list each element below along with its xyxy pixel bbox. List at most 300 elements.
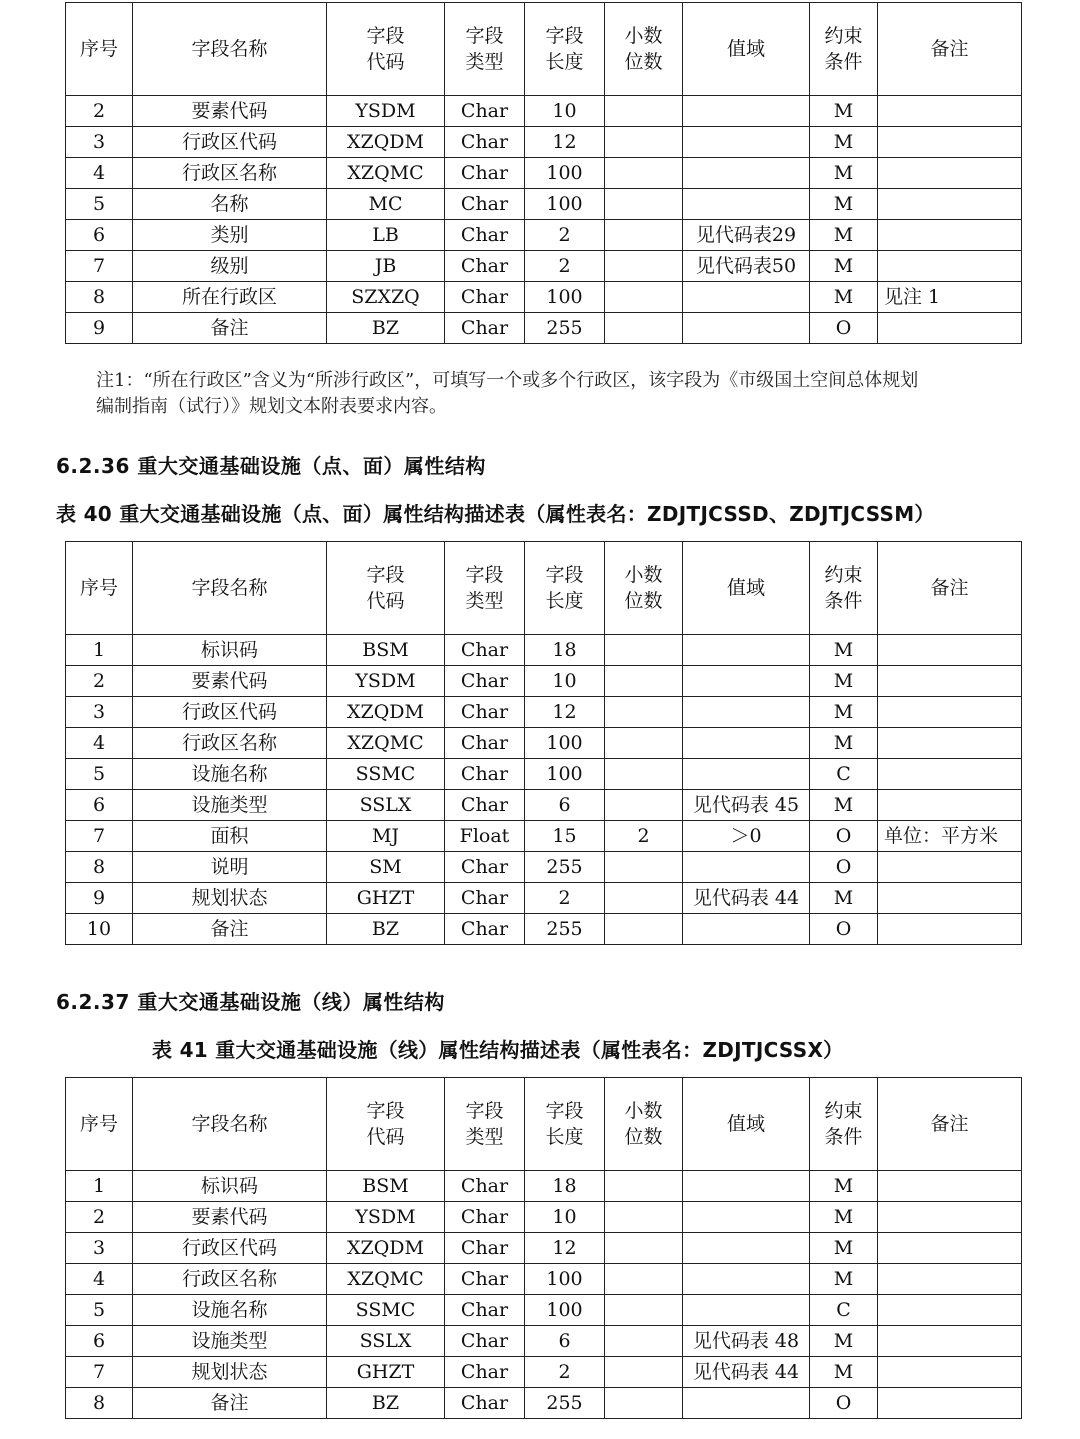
cell-field-name: 标识码 (133, 1171, 327, 1202)
cell-field-code: XZQDM (327, 697, 445, 728)
cell-remarks (878, 189, 1022, 220)
cell-value-domain: 见代码表 45 (683, 790, 810, 821)
cell-decimal-places (605, 1202, 683, 1233)
cell-field-type: Float (445, 821, 525, 852)
cell-value-domain (683, 1264, 810, 1295)
cell-constraint: M (810, 1202, 878, 1233)
cell-decimal-places (605, 251, 683, 282)
cell-value-domain (683, 1388, 810, 1419)
cell-decimal-places (605, 666, 683, 697)
cell-field-code: SSLX (327, 1326, 445, 1357)
cell-constraint: M (810, 666, 878, 697)
cell-decimal-places (605, 790, 683, 821)
cell-constraint: M (810, 282, 878, 313)
header-text: 字段 (545, 564, 584, 586)
cell-field-name: 行政区名称 (133, 1264, 327, 1295)
cell-constraint: M (810, 635, 878, 666)
cell-field-type: Char (445, 220, 525, 251)
header-seq (66, 3, 133, 96)
cell-field-length: 255 (525, 914, 605, 945)
header-text: 字段 (465, 25, 504, 47)
cell-field-length: 18 (525, 1171, 605, 1202)
cell-field-length: 255 (525, 313, 605, 344)
header-field-code (327, 542, 445, 635)
header-text: 代码 (366, 590, 405, 612)
cell-field-length: 10 (525, 666, 605, 697)
cell-value-domain (683, 127, 810, 158)
cell-remarks (878, 1326, 1022, 1357)
header-seq (66, 1078, 133, 1171)
cell-remarks (878, 666, 1022, 697)
cell-field-type: Char (445, 697, 525, 728)
header-remarks (878, 3, 1022, 96)
table-header-row (66, 542, 1022, 635)
cell-field-name: 要素代码 (133, 1202, 327, 1233)
cell-seq: 6 (66, 790, 133, 821)
table-row (66, 1388, 1022, 1419)
cell-decimal-places (605, 1264, 683, 1295)
cell-decimal-places (605, 1388, 683, 1419)
table-row (66, 883, 1022, 914)
header-value-domain (683, 1078, 810, 1171)
cell-field-length: 12 (525, 697, 605, 728)
header-text: 长度 (545, 1126, 584, 1148)
cell-field-code: BZ (327, 914, 445, 945)
header-remarks (878, 542, 1022, 635)
cell-field-length: 100 (525, 728, 605, 759)
cell-seq: 4 (66, 158, 133, 189)
cell-constraint: M (810, 1264, 878, 1295)
cell-field-length: 100 (525, 1264, 605, 1295)
header-text: 长度 (545, 590, 584, 612)
header-text: 条件 (824, 1126, 863, 1148)
cell-remarks (878, 1171, 1022, 1202)
table-row (66, 127, 1022, 158)
cell-seq: 8 (66, 852, 133, 883)
cell-field-length: 6 (525, 790, 605, 821)
header-text: 值域 (726, 577, 765, 599)
cell-field-length: 2 (525, 220, 605, 251)
cell-field-type: Char (445, 759, 525, 790)
header-field-name (133, 3, 327, 96)
table-row (66, 852, 1022, 883)
note-line-2: 编制指南（试行）》规划文本附表要求内容。 (96, 396, 447, 417)
table-row (66, 1326, 1022, 1357)
cell-seq: 9 (66, 313, 133, 344)
cell-decimal-places (605, 728, 683, 759)
cell-field-type: Char (445, 1233, 525, 1264)
cell-field-code: XZQMC (327, 1264, 445, 1295)
cell-seq: 2 (66, 666, 133, 697)
cell-field-code: MC (327, 189, 445, 220)
header-text: 备注 (930, 38, 969, 60)
cell-field-code: GHZT (327, 1357, 445, 1388)
cell-constraint: M (810, 728, 878, 759)
cell-remarks (878, 96, 1022, 127)
header-text: 字段 (545, 1100, 584, 1122)
header-seq (66, 542, 133, 635)
header-decimal-places (605, 3, 683, 96)
cell-field-code: GHZT (327, 883, 445, 914)
header-decimal-places (605, 1078, 683, 1171)
cell-seq: 7 (66, 821, 133, 852)
cell-field-length: 255 (525, 852, 605, 883)
header-field-length (525, 3, 605, 96)
cell-field-type: Char (445, 1326, 525, 1357)
cell-field-type: Char (445, 1388, 525, 1419)
cell-constraint: M (810, 1171, 878, 1202)
header-text: 约束 (824, 564, 863, 586)
cell-value-domain: 见代码表50 (683, 251, 810, 282)
cell-seq: 3 (66, 127, 133, 158)
header-text: 序号 (79, 1113, 118, 1135)
cell-field-name: 备注 (133, 914, 327, 945)
cell-field-name: 行政区名称 (133, 158, 327, 189)
section-heading-6-2-36: 6.2.36 重大交通基础设施（点、面）属性结构 (56, 454, 486, 478)
table-row (66, 1357, 1022, 1388)
cell-field-name: 标识码 (133, 635, 327, 666)
cell-field-name: 备注 (133, 1388, 327, 1419)
cell-field-type: Char (445, 251, 525, 282)
cell-seq: 8 (66, 1388, 133, 1419)
table-row (66, 635, 1022, 666)
cell-constraint: C (810, 759, 878, 790)
header-text: 字段 (465, 564, 504, 586)
cell-field-type: Char (445, 790, 525, 821)
table-row (66, 697, 1022, 728)
header-text: 字段 (545, 25, 584, 47)
header-text: 字段名称 (191, 38, 268, 60)
table-row (66, 914, 1022, 945)
cell-remarks (878, 914, 1022, 945)
cell-field-name: 行政区代码 (133, 127, 327, 158)
cell-decimal-places (605, 1357, 683, 1388)
header-text: 类型 (465, 1126, 504, 1148)
cell-field-name: 名称 (133, 189, 327, 220)
cell-decimal-places (605, 635, 683, 666)
cell-seq: 7 (66, 1357, 133, 1388)
header-text: 字段 (465, 1100, 504, 1122)
table-row (66, 313, 1022, 344)
cell-constraint: O (810, 313, 878, 344)
cell-field-name: 设施名称 (133, 759, 327, 790)
header-field-type (445, 1078, 525, 1171)
cell-field-code: BZ (327, 1388, 445, 1419)
table-row (66, 666, 1022, 697)
header-text: 小数 (624, 25, 663, 47)
cell-constraint: M (810, 158, 878, 189)
table-row (66, 1295, 1022, 1326)
header-text: 位数 (624, 51, 663, 73)
cell-seq: 5 (66, 759, 133, 790)
table-row (66, 1171, 1022, 1202)
cell-field-length: 100 (525, 1295, 605, 1326)
cell-decimal-places (605, 313, 683, 344)
cell-field-type: Char (445, 666, 525, 697)
table-row (66, 759, 1022, 790)
table-note (96, 368, 1026, 420)
table-caption-41: 表 41 重大交通基础设施（线）属性结构描述表（属性表名：ZDJTJCSSX） (152, 1038, 844, 1062)
header-decimal-places (605, 542, 683, 635)
header-field-code (327, 1078, 445, 1171)
cell-seq: 9 (66, 883, 133, 914)
cell-constraint: M (810, 1326, 878, 1357)
cell-field-code: XZQDM (327, 1233, 445, 1264)
cell-constraint: M (810, 127, 878, 158)
cell-field-code: BSM (327, 635, 445, 666)
header-text: 字段 (366, 1100, 405, 1122)
cell-remarks (878, 728, 1022, 759)
cell-value-domain (683, 1233, 810, 1264)
cell-value-domain (683, 1171, 810, 1202)
cell-decimal-places (605, 759, 683, 790)
cell-field-length: 255 (525, 1388, 605, 1419)
header-text: 小数 (624, 1100, 663, 1122)
cell-field-name: 设施类型 (133, 790, 327, 821)
cell-constraint: M (810, 1233, 878, 1264)
cell-field-type: Char (445, 158, 525, 189)
cell-remarks (878, 1388, 1022, 1419)
header-text: 位数 (624, 590, 663, 612)
cell-field-code: BZ (327, 313, 445, 344)
header-text: 位数 (624, 1126, 663, 1148)
header-text: 值域 (726, 1113, 765, 1135)
cell-field-type: Char (445, 852, 525, 883)
cell-field-code: LB (327, 220, 445, 251)
cell-field-type: Char (445, 189, 525, 220)
cell-decimal-places (605, 1171, 683, 1202)
header-text: 条件 (824, 590, 863, 612)
cell-field-type: Char (445, 282, 525, 313)
cell-field-type: Char (445, 1264, 525, 1295)
cell-field-name: 类别 (133, 220, 327, 251)
table-row (66, 728, 1022, 759)
header-text: 字段名称 (191, 577, 268, 599)
table-row (66, 1233, 1022, 1264)
table-row (66, 189, 1022, 220)
header-value-domain (683, 3, 810, 96)
cell-value-domain (683, 697, 810, 728)
cell-decimal-places: 2 (605, 821, 683, 852)
cell-seq: 6 (66, 220, 133, 251)
cell-field-type: Char (445, 883, 525, 914)
cell-field-name: 级别 (133, 251, 327, 282)
cell-field-length: 100 (525, 282, 605, 313)
cell-decimal-places (605, 852, 683, 883)
cell-field-code: SSLX (327, 790, 445, 821)
cell-seq: 2 (66, 1202, 133, 1233)
cell-field-type: Char (445, 127, 525, 158)
cell-field-length: 10 (525, 96, 605, 127)
header-text: 约束 (824, 1100, 863, 1122)
table-header-row (66, 1078, 1022, 1171)
cell-field-length: 6 (525, 1326, 605, 1357)
cell-remarks (878, 158, 1022, 189)
cell-field-code: SZXZQ (327, 282, 445, 313)
table-caption-40: 表 40 重大交通基础设施（点、面）属性结构描述表（属性表名：ZDJTJCSSD、ZDJTJCSSM） (56, 502, 935, 526)
cell-remarks (878, 852, 1022, 883)
header-field-name (133, 542, 327, 635)
cell-constraint: O (810, 852, 878, 883)
header-text: 备注 (930, 577, 969, 599)
cell-remarks: 单位：平方米 (878, 821, 1022, 852)
table-row (66, 220, 1022, 251)
header-constraint (810, 542, 878, 635)
cell-value-domain: 见代码表 48 (683, 1326, 810, 1357)
cell-value-domain (683, 1202, 810, 1233)
header-field-length (525, 542, 605, 635)
header-text: 字段 (366, 25, 405, 47)
cell-decimal-places (605, 282, 683, 313)
table-row (66, 251, 1022, 282)
cell-value-domain: 见代码表 44 (683, 883, 810, 914)
cell-field-name: 备注 (133, 313, 327, 344)
cell-decimal-places (605, 914, 683, 945)
cell-field-name: 规划状态 (133, 883, 327, 914)
cell-field-length: 2 (525, 1357, 605, 1388)
cell-field-code: YSDM (327, 96, 445, 127)
cell-field-code: XZQDM (327, 127, 445, 158)
header-constraint (810, 3, 878, 96)
cell-constraint: M (810, 220, 878, 251)
cell-value-domain (683, 759, 810, 790)
header-field-name (133, 1078, 327, 1171)
cell-constraint: M (810, 1357, 878, 1388)
cell-seq: 6 (66, 1326, 133, 1357)
cell-seq: 3 (66, 697, 133, 728)
cell-constraint: M (810, 883, 878, 914)
cell-remarks (878, 1264, 1022, 1295)
cell-field-type: Char (445, 313, 525, 344)
header-text: 序号 (79, 38, 118, 60)
table-row (66, 282, 1022, 313)
note-line-1: 注1：“所在行政区”含义为“所涉行政区”，可填写一个或多个行政区，该字段为《市级国土空间总体规划 (96, 370, 919, 391)
table-row (66, 1264, 1022, 1295)
cell-value-domain: 见代码表29 (683, 220, 810, 251)
cell-seq: 4 (66, 1264, 133, 1295)
header-text: 代码 (366, 1126, 405, 1148)
header-remarks (878, 1078, 1022, 1171)
header-text: 约束 (824, 25, 863, 47)
cell-value-domain (683, 914, 810, 945)
cell-field-name: 要素代码 (133, 96, 327, 127)
cell-seq: 5 (66, 1295, 133, 1326)
cell-seq: 1 (66, 1171, 133, 1202)
cell-field-type: Char (445, 1357, 525, 1388)
header-text: 字段名称 (191, 1113, 268, 1135)
cell-field-code: JB (327, 251, 445, 282)
cell-constraint: O (810, 1388, 878, 1419)
cell-field-code: MJ (327, 821, 445, 852)
cell-field-length: 100 (525, 189, 605, 220)
cell-field-type: Char (445, 1202, 525, 1233)
cell-value-domain (683, 728, 810, 759)
cell-seq: 3 (66, 1233, 133, 1264)
cell-value-domain (683, 96, 810, 127)
cell-field-code: BSM (327, 1171, 445, 1202)
cell-field-name: 所在行政区 (133, 282, 327, 313)
section-heading-6-2-37: 6.2.37 重大交通基础设施（线）属性结构 (56, 990, 445, 1014)
cell-field-code: SM (327, 852, 445, 883)
cell-decimal-places (605, 220, 683, 251)
header-text: 字段 (366, 564, 405, 586)
cell-field-type: Char (445, 1295, 525, 1326)
cell-constraint: M (810, 251, 878, 282)
cell-remarks (878, 759, 1022, 790)
cell-seq: 7 (66, 251, 133, 282)
header-text: 小数 (624, 564, 663, 586)
cell-remarks (878, 790, 1022, 821)
cell-remarks (878, 251, 1022, 282)
cell-field-type: Char (445, 96, 525, 127)
cell-seq: 8 (66, 282, 133, 313)
header-text: 长度 (545, 51, 584, 73)
cell-field-type: Char (445, 635, 525, 666)
table-row (66, 1202, 1022, 1233)
cell-value-domain (683, 852, 810, 883)
cell-field-length: 18 (525, 635, 605, 666)
header-constraint (810, 1078, 878, 1171)
cell-decimal-places (605, 158, 683, 189)
cell-field-name: 要素代码 (133, 666, 327, 697)
cell-field-length: 12 (525, 1233, 605, 1264)
header-field-length (525, 1078, 605, 1171)
cell-field-name: 行政区代码 (133, 697, 327, 728)
cell-field-code: XZQMC (327, 728, 445, 759)
table-row (66, 821, 1022, 852)
header-field-code (327, 3, 445, 96)
cell-decimal-places (605, 189, 683, 220)
cell-decimal-places (605, 1326, 683, 1357)
cell-seq: 2 (66, 96, 133, 127)
cell-field-name: 行政区名称 (133, 728, 327, 759)
header-text: 值域 (726, 38, 765, 60)
cell-value-domain (683, 189, 810, 220)
cell-constraint: M (810, 189, 878, 220)
cell-decimal-places (605, 1233, 683, 1264)
cell-decimal-places (605, 883, 683, 914)
cell-seq: 5 (66, 189, 133, 220)
cell-seq: 10 (66, 914, 133, 945)
attribute-table-continued (65, 2, 1022, 344)
cell-remarks: 见注 1 (878, 282, 1022, 313)
cell-decimal-places (605, 697, 683, 728)
cell-field-code: XZQMC (327, 158, 445, 189)
cell-remarks (878, 313, 1022, 344)
cell-value-domain (683, 1295, 810, 1326)
cell-field-name: 行政区代码 (133, 1233, 327, 1264)
cell-remarks (878, 127, 1022, 158)
table-row (66, 96, 1022, 127)
cell-seq: 1 (66, 635, 133, 666)
cell-remarks (878, 1202, 1022, 1233)
cell-field-code: SSMC (327, 759, 445, 790)
header-field-type (445, 542, 525, 635)
cell-value-domain (683, 635, 810, 666)
cell-field-length: 10 (525, 1202, 605, 1233)
cell-field-name: 规划状态 (133, 1357, 327, 1388)
cell-constraint: M (810, 697, 878, 728)
cell-field-code: SSMC (327, 1295, 445, 1326)
cell-constraint: M (810, 790, 878, 821)
cell-remarks (878, 883, 1022, 914)
header-field-type (445, 3, 525, 96)
cell-field-name: 说明 (133, 852, 327, 883)
table-row (66, 790, 1022, 821)
cell-field-name: 面积 (133, 821, 327, 852)
cell-field-length: 2 (525, 251, 605, 282)
cell-value-domain (683, 313, 810, 344)
